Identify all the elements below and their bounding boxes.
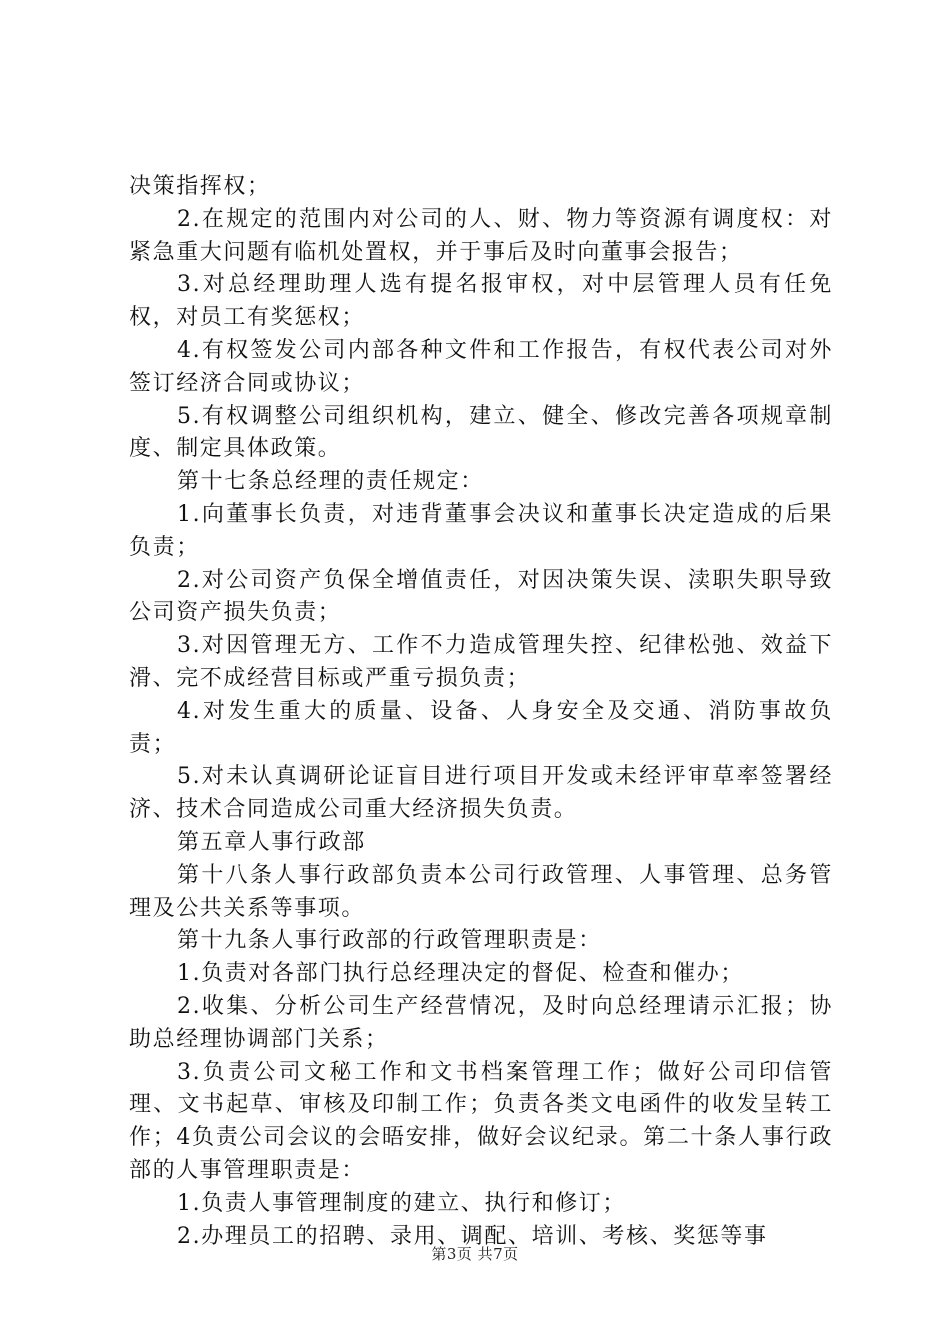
paragraph: 决策指挥权； [129, 174, 271, 199]
chapter-heading: 第五章人事行政部 [177, 829, 366, 855]
paragraph: 2.在规定的范围内对公司的人、财、物力等资源有调度权：对紧急重大问题有临机处置权，并于事后及时向董事会报告； [129, 206, 833, 265]
paragraph: 4.有权签发公司内部各种文件和工作报告，有权代表公司对外签订经济合同或协议； [129, 337, 833, 396]
section-heading: 第十九条人事行政部的行政管理职责是： [177, 928, 602, 954]
paragraph: 5.有权调整公司组织机构，建立、健全、修改完善各项规章制度、制定具体政策。 [129, 403, 833, 462]
paragraph: 5.对未认真调研论证盲目进行项目开发或未经评审草率签署经济、技术合同造成公司重大经济损失负责。 [129, 764, 833, 823]
page-number-label: 第3页 共7页 [431, 1245, 519, 1263]
paragraph: 1.负责人事管理制度的建立、执行和修订； [177, 1190, 626, 1216]
page-footer [0, 1243, 950, 1264]
paragraph: 3.对总经理助理人选有提名报审权，对中层管理人员有任免权，对员工有奖惩权； [129, 272, 833, 331]
paragraph: 第十八条人事行政部负责本公司行政管理、人事管理、总务管理及公共关系等事项。 [129, 862, 833, 921]
section-heading: 第十七条总经理的责任规定： [177, 469, 484, 495]
paragraph: 1.向董事长负责，对违背董事会决议和董事长决定造成的后果负责； [129, 501, 833, 560]
paragraph: 2.收集、分析公司生产经营情况，及时向总经理请示汇报；协助总经理协调部门关系； [129, 993, 833, 1052]
paragraph: 4.对发生重大的质量、设备、人身安全及交通、消防事故负责； [129, 698, 833, 757]
paragraph: 3.对因管理无方、工作不力造成管理失控、纪律松弛、效益下滑、完不成经营目标或严重亏损负责； [129, 633, 833, 691]
document-body [129, 171, 833, 1253]
paragraph: 2.办理员工的招聘、录用、调配、培训、考核、奖惩等事 [177, 1223, 768, 1249]
paragraph: 3.负责公司文秘工作和文书档案管理工作；做好公司印信管理、文书起草、审核及印制工作；负责各类文电函件的收发呈转工作；4负责公司会议的会晤安排，做好会议纪录。第二十条人事行政部的人事管理职责是： [129, 1059, 833, 1183]
paragraph: 1.负责对各部门执行总经理决定的督促、检查和催办； [177, 961, 744, 987]
paragraph: 2.对公司资产负保全增值责任，对因决策失误、渎职失职导致公司资产损失负责； [129, 567, 833, 626]
